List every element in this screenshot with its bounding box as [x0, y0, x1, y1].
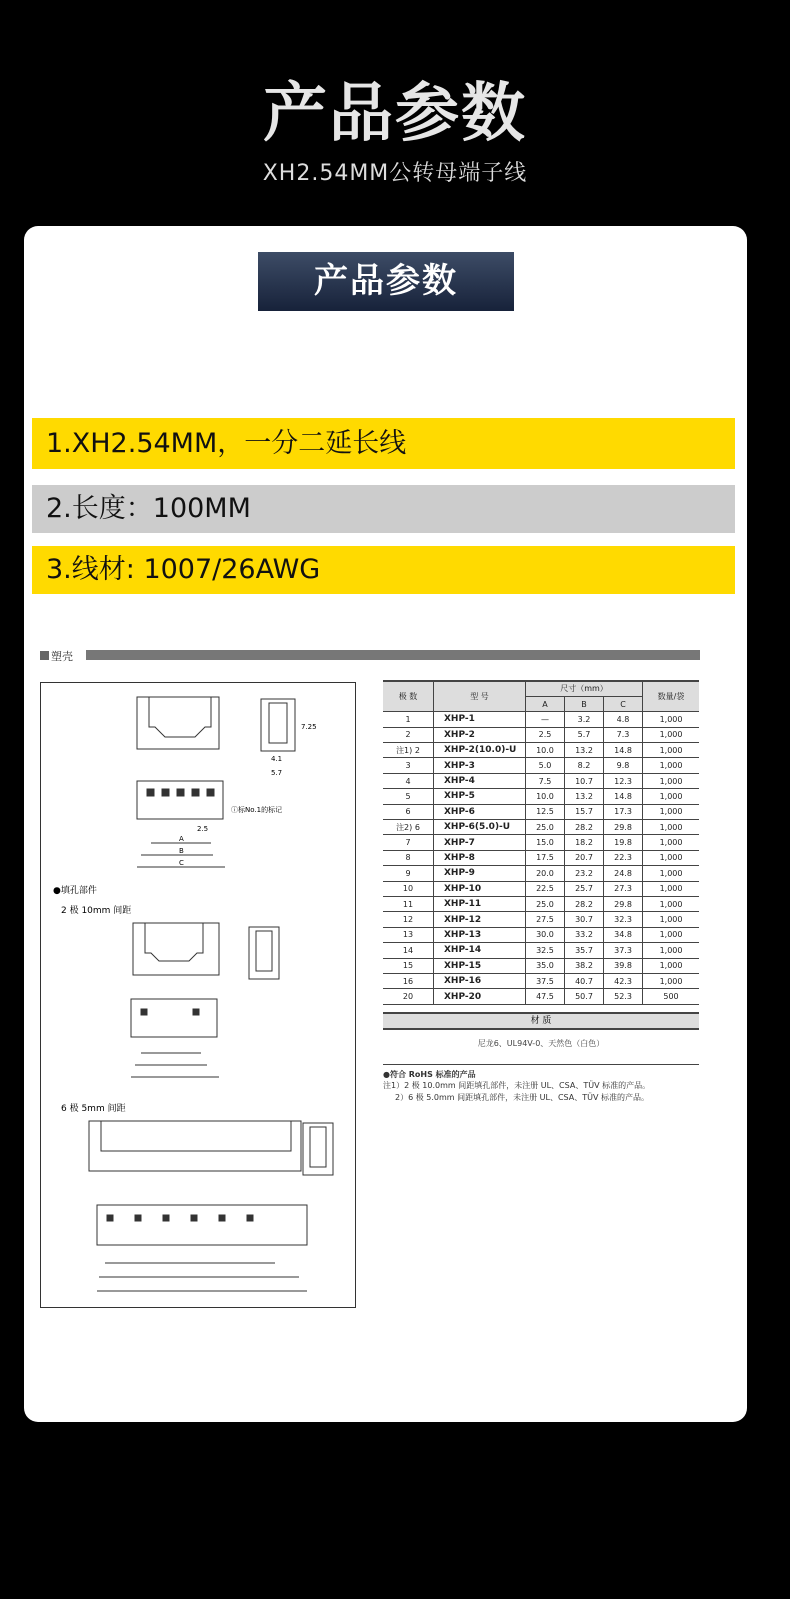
table-row — [383, 912, 699, 927]
cell-qty: 500 — [643, 989, 699, 1004]
cell-c: 4.8 — [604, 712, 643, 727]
cell-c: 32.3 — [604, 912, 643, 927]
cell-qty: 1,000 — [643, 758, 699, 773]
cell-c: 27.3 — [604, 881, 643, 896]
cell-qty: 1,000 — [643, 866, 699, 881]
cell-poles: 12 — [383, 912, 433, 927]
cell-poles: 1 — [383, 712, 433, 727]
cell-b: 23.2 — [565, 866, 604, 881]
cell-poles: 8 — [383, 850, 433, 865]
cell-qty: 1,000 — [643, 943, 699, 958]
spec-item-model: 1.XH2.54MM，一分二延长线 — [32, 418, 735, 469]
cell-poles: 13 — [383, 927, 433, 942]
cell-b: 50.7 — [565, 989, 604, 1004]
cell-poles: 2 — [383, 727, 433, 742]
note-1: 注1）2 极 10.0mm 间距填孔部件，未注册 UL、CSA、TÜV 标准的产品。 — [383, 1081, 651, 1090]
dim-c: C — [179, 859, 184, 867]
cell-poles: 11 — [383, 896, 433, 911]
cell-qty: 1,000 — [643, 850, 699, 865]
th-qty: 数量/袋 — [643, 681, 699, 712]
cell-model: XHP-10 — [433, 881, 525, 896]
cell-a: 25.0 — [525, 896, 564, 911]
cell-qty: 1,000 — [643, 712, 699, 727]
spec-item-wire: 3.线材: 1007/26AWG — [32, 546, 735, 594]
cell-b: 28.2 — [565, 820, 604, 835]
table-row — [383, 973, 699, 988]
th-a: A — [525, 696, 564, 711]
cell-poles: 9 — [383, 866, 433, 881]
cell-a: — — [525, 712, 564, 727]
cell-poles: 5 — [383, 789, 433, 804]
cell-c: 52.3 — [604, 989, 643, 1004]
cell-a: 25.0 — [525, 820, 564, 835]
cell-model: XHP-13 — [433, 927, 525, 942]
table-row — [383, 758, 699, 773]
cell-b: 35.7 — [565, 943, 604, 958]
cell-qty: 1,000 — [643, 743, 699, 758]
th-c: C — [604, 696, 643, 711]
cell-qty: 1,000 — [643, 727, 699, 742]
cell-model: XHP-7 — [433, 835, 525, 850]
cell-qty: 1,000 — [643, 789, 699, 804]
table-row — [383, 989, 699, 1004]
table-row — [383, 943, 699, 958]
cell-a: 20.0 — [525, 866, 564, 881]
cell-a: 37.5 — [525, 973, 564, 988]
cell-a: 27.5 — [525, 912, 564, 927]
cell-model: XHP-5 — [433, 789, 525, 804]
cell-b: 3.2 — [565, 712, 604, 727]
cell-qty: 1,000 — [643, 927, 699, 942]
table-row — [383, 881, 699, 896]
cell-c: 17.3 — [604, 804, 643, 819]
cell-c: 24.8 — [604, 866, 643, 881]
table-row — [383, 804, 699, 819]
cell-model: XHP-6(5.0)-U — [433, 820, 525, 835]
table-row — [383, 820, 699, 835]
cell-model: XHP-6 — [433, 804, 525, 819]
cell-a: 17.5 — [525, 850, 564, 865]
cell-c: 9.8 — [604, 758, 643, 773]
page-title: 产品参数 — [263, 77, 527, 151]
table-row — [383, 927, 699, 942]
cell-poles: 4 — [383, 773, 433, 788]
cell-b: 30.7 — [565, 912, 604, 927]
cell-poles: 15 — [383, 958, 433, 973]
cell-b: 13.2 — [565, 789, 604, 804]
cell-poles: 注2) 6 — [383, 820, 433, 835]
page-subtitle: XH2.54MM公转母端子线 — [262, 161, 528, 186]
dim-b: B — [179, 847, 184, 855]
cell-poles: 7 — [383, 835, 433, 850]
cell-c: 14.8 — [604, 743, 643, 758]
cell-b: 25.7 — [565, 881, 604, 896]
section-badge: 产品参数 — [258, 252, 514, 311]
cell-qty: 1,000 — [643, 881, 699, 896]
cell-poles: 3 — [383, 758, 433, 773]
table-row — [383, 727, 699, 742]
cell-b: 5.7 — [565, 727, 604, 742]
cell-qty: 1,000 — [643, 835, 699, 850]
th-size: 尺寸（mm） — [525, 681, 642, 696]
fill-title: ●填孔部件 — [53, 886, 97, 896]
cell-qty: 1,000 — [643, 820, 699, 835]
cell-model: XHP-8 — [433, 850, 525, 865]
pin1-mark-label: ⓘ标No.1的标记 — [231, 806, 283, 814]
cell-model: XHP-2 — [433, 727, 525, 742]
table-row — [383, 835, 699, 850]
dim-pitch: 2.5 — [197, 825, 209, 833]
material-header: 材 质 — [383, 1012, 699, 1030]
cell-b: 10.7 — [565, 773, 604, 788]
cell-c: 22.3 — [604, 850, 643, 865]
cell-poles: 10 — [383, 881, 433, 896]
cell-model: XHP-4 — [433, 773, 525, 788]
cell-a: 7.5 — [525, 773, 564, 788]
th-model: 型 号 — [433, 681, 525, 712]
section-header — [40, 648, 700, 662]
cell-c: 39.8 — [604, 958, 643, 973]
table-row — [383, 743, 699, 758]
cell-a: 5.0 — [525, 758, 564, 773]
cell-model: XHP-12 — [433, 912, 525, 927]
cell-a: 22.5 — [525, 881, 564, 896]
cell-a: 15.0 — [525, 835, 564, 850]
cell-b: 40.7 — [565, 973, 604, 988]
th-poles: 极 数 — [383, 681, 433, 712]
cell-qty: 1,000 — [643, 896, 699, 911]
cell-c: 7.3 — [604, 727, 643, 742]
fill-2pole-label: 2 极 10mm 间距 — [61, 906, 132, 916]
material-text: 尼龙6、UL94V-0、天然色（白色） — [477, 1039, 605, 1048]
cell-b: 38.2 — [565, 958, 604, 973]
table-row — [383, 850, 699, 865]
cell-model: XHP-16 — [433, 973, 525, 988]
cell-a: 10.0 — [525, 789, 564, 804]
table-row — [383, 773, 699, 788]
cell-model: XHP-20 — [433, 989, 525, 1004]
cell-poles: 注1) 2 — [383, 743, 433, 758]
cell-poles: 14 — [383, 943, 433, 958]
technical-drawing — [40, 682, 356, 1308]
cell-b: 15.7 — [565, 804, 604, 819]
cell-c: 42.3 — [604, 973, 643, 988]
cell-b: 33.2 — [565, 927, 604, 942]
cell-qty: 1,000 — [643, 804, 699, 819]
table-row — [383, 789, 699, 804]
cell-a: 12.5 — [525, 804, 564, 819]
cell-b: 8.2 — [565, 758, 604, 773]
fill-6pole-label: 6 极 5mm 间距 — [61, 1104, 126, 1114]
cell-b: 18.2 — [565, 835, 604, 850]
cell-model: XHP-15 — [433, 958, 525, 973]
cell-qty: 1,000 — [643, 912, 699, 927]
cell-c: 37.3 — [604, 943, 643, 958]
cell-model: XHP-9 — [433, 866, 525, 881]
cell-a: 32.5 — [525, 943, 564, 958]
cell-c: 29.8 — [604, 820, 643, 835]
dim-height: 7.25 — [301, 723, 317, 731]
cell-model: XHP-3 — [433, 758, 525, 773]
cell-c: 14.8 — [604, 789, 643, 804]
cell-model: XHP-1 — [433, 712, 525, 727]
spec-card — [24, 226, 747, 1422]
cell-c: 34.8 — [604, 927, 643, 942]
section-label: 塑壳 — [51, 650, 73, 663]
spec-table — [383, 680, 699, 1005]
cell-c: 19.8 — [604, 835, 643, 850]
cell-poles: 6 — [383, 804, 433, 819]
table-row — [383, 712, 699, 727]
cell-c: 29.8 — [604, 896, 643, 911]
cell-a: 30.0 — [525, 927, 564, 942]
cell-model: XHP-14 — [433, 943, 525, 958]
table-row — [383, 896, 699, 911]
cell-qty: 1,000 — [643, 773, 699, 788]
cell-qty: 1,000 — [643, 958, 699, 973]
note-2: 2）6 极 5.0mm 间距填孔部件，未注册 UL、CSA、TÜV 标准的产品。 — [395, 1093, 650, 1102]
cell-poles: 20 — [383, 989, 433, 1004]
cell-poles: 16 — [383, 973, 433, 988]
cell-a: 10.0 — [525, 743, 564, 758]
spec-item-length: 2.长度：100MM — [32, 485, 735, 533]
cell-b: 28.2 — [565, 896, 604, 911]
cell-a: 2.5 — [525, 727, 564, 742]
dim-a: A — [179, 835, 184, 843]
cell-a: 47.5 — [525, 989, 564, 1004]
table-row — [383, 958, 699, 973]
rohs-note: ●符合 RoHS 标准的产品 — [383, 1064, 699, 1080]
cell-a: 35.0 — [525, 958, 564, 973]
cell-model: XHP-2(10.0)-U — [433, 743, 525, 758]
th-b: B — [565, 696, 604, 711]
cell-model: XHP-11 — [433, 896, 525, 911]
cell-qty: 1,000 — [643, 973, 699, 988]
cell-c: 12.3 — [604, 773, 643, 788]
cell-b: 20.7 — [565, 850, 604, 865]
dim-width-1: 4.1 — [271, 755, 283, 763]
table-row — [383, 866, 699, 881]
cell-b: 13.2 — [565, 743, 604, 758]
dim-width-2: 5.7 — [271, 769, 283, 777]
